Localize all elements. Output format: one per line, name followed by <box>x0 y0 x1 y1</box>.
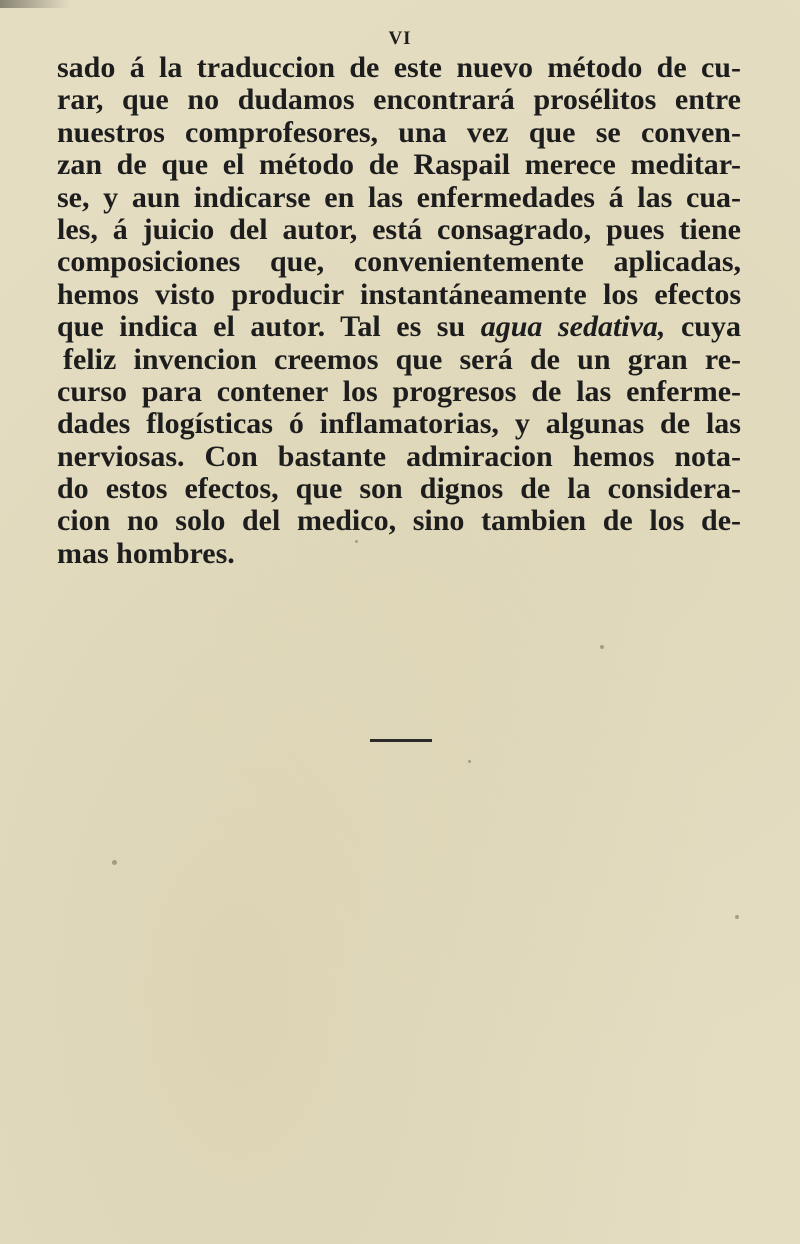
text-line: rar, que no dudamos encontrará prosélitos entre <box>57 83 741 117</box>
text-line: mas hombres. <box>57 536 235 570</box>
section-divider <box>370 739 432 742</box>
text-line: nerviosas. Con bastante admiracion hemos nota- <box>57 439 741 473</box>
paper-speck <box>600 645 604 649</box>
text-line: cion no solo del medico, sino tambien de los de- <box>57 504 741 538</box>
text-line: feliz invencion creemos que será de un gran re- <box>63 342 741 376</box>
paper-speck <box>468 760 471 763</box>
emphasized-term: agua sedativa, <box>480 310 666 344</box>
paper-speck <box>355 540 358 543</box>
text-line: curso para contener los progresos de las enferme- <box>57 374 741 408</box>
text-line: hemos visto producir instantáneamente los efectos <box>57 277 741 311</box>
text-line: se, y aun indicarse en las enfermedades á las cua- <box>57 180 741 214</box>
text-line: composiciones que, convenientemente aplicadas, <box>57 245 741 279</box>
text-line: sado á la traduccion de este nuevo método de cu- <box>57 51 741 84</box>
paper-speck <box>735 915 739 919</box>
paper-speck <box>112 860 117 865</box>
text-segment: que indica el autor. Tal es su <box>57 310 481 344</box>
page-corner-shadow <box>0 0 70 8</box>
text-segment: cuya <box>665 310 741 344</box>
body-text <box>57 52 741 570</box>
text-line: dades flogísticas ó inflamatorias, y algunas de las <box>57 407 741 441</box>
text-line: do estos efectos, que son dignos de la considera- <box>57 472 741 506</box>
text-line: nuestros comprofesores, una vez que se conven- <box>57 115 741 149</box>
text-line: zan de que el método de Raspail merece meditar- <box>57 148 741 182</box>
text-line: les, á juicio del autor, está consagrado, pues tiene <box>57 212 741 246</box>
text-line <box>57 311 741 343</box>
page-number: VI <box>388 28 412 49</box>
